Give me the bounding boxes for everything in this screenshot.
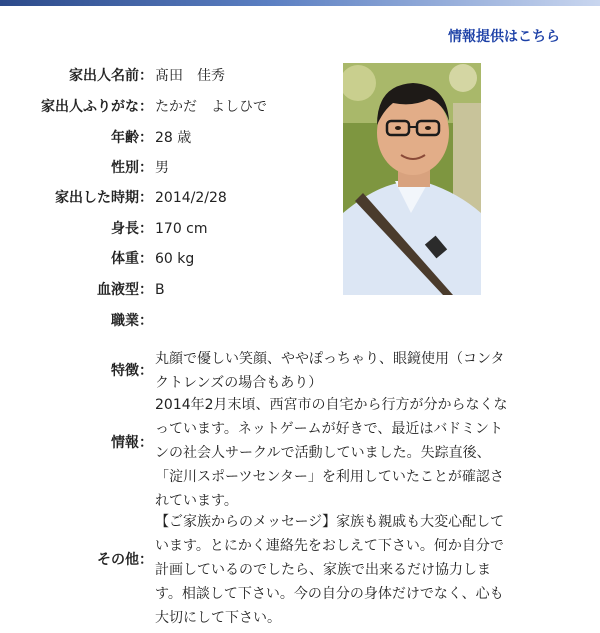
sex-value: 男 [155, 160, 169, 176]
date-label: 家出した時期： [55, 190, 153, 206]
furigana-value: たかだ よしひで [155, 99, 267, 115]
other-value: 【ご家族からのメッセージ】家族も親戚も大変心配しています。とにかく連絡先をおしえて下さい。何か自分で計画しているのでしたら、家族で出来るだけ協力します。相談して下さい。今の自分の身体だけでなく、心も大切にして下さい。 [155, 514, 505, 626]
person-photo [343, 63, 481, 295]
height-value: 170 cm [155, 221, 208, 237]
info-value: 2014年2月末頃、西宮市の自宅から行方が分からなくなっています。ネットゲームが好きで、最近はバドミントンの社会人サークルで活動していました。失踪直後、「淀川スポーツセンター」を利用していたことが確認されています。 [155, 397, 508, 509]
features-value: 丸顔で優しい笑顔、ややぽっちゃり、眼鏡使用（コンタクトレンズの場合もあり） [155, 351, 505, 391]
info-label: 情報： [111, 435, 153, 451]
features-label: 特徴： [111, 363, 153, 379]
info-provide-link[interactable]: 情報提供はこちら [448, 29, 560, 45]
furigana-label: 家出人ふりがな： [41, 99, 153, 115]
job-label: 職業： [111, 313, 153, 329]
age-value: 28 歳 [155, 130, 192, 146]
name-value: 髙田 佳秀 [155, 68, 225, 84]
date-value: 2014/2/28 [155, 190, 227, 206]
age-label: 年齢： [111, 130, 153, 146]
name-label: 家出人名前： [69, 68, 153, 84]
weight-label: 体重： [111, 251, 153, 267]
weight-value: 60 kg [155, 251, 195, 267]
blood-label: 血液型： [97, 282, 153, 298]
sex-label: 性別： [111, 160, 153, 176]
blood-value: B [155, 282, 165, 298]
height-label: 身長： [111, 221, 153, 237]
top-border [0, 0, 600, 6]
other-label: その他： [97, 552, 153, 568]
